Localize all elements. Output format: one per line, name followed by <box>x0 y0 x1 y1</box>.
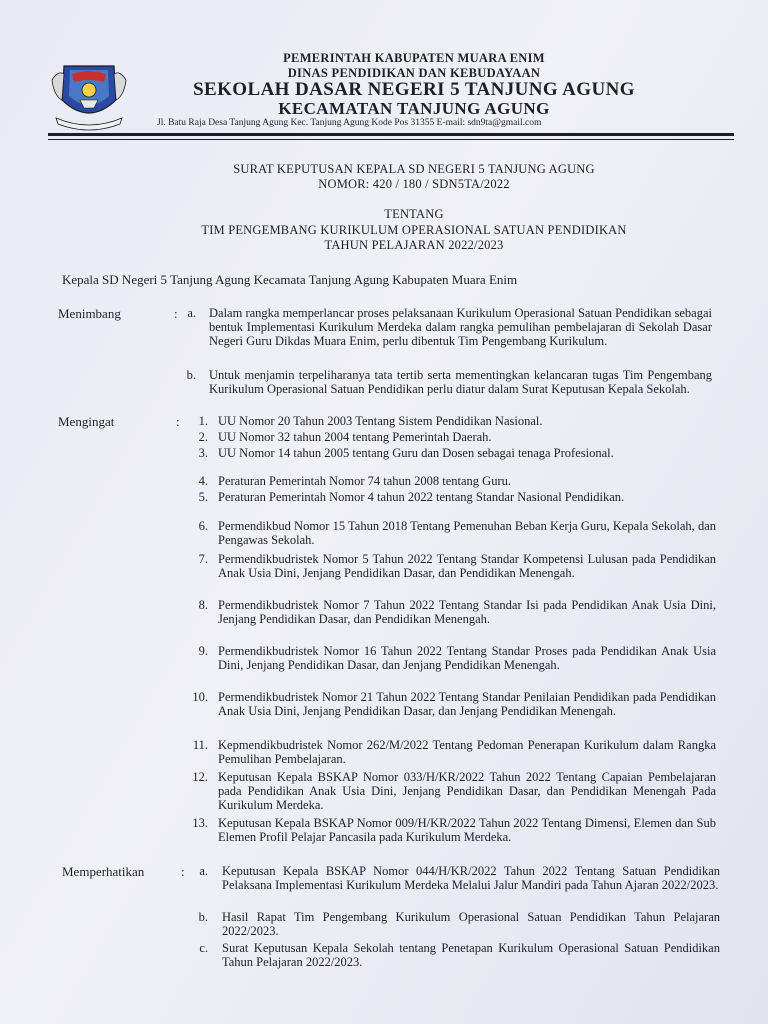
mengingat-item-text: Permendikbud Nomor 15 Tahun 2018 Tentang Pemenuhan Beban Kerja Guru, Kepala Sekolah, dan Pengawas Sekolah. <box>218 519 716 547</box>
menimbang-item-text: Dalam rangka memperlancar proses pelaksanaan Kurikulum Operasional Satuan Pendidikan sebagai bentuk Implementasi Kurikulum Merdeka dalam rangka pemulihan pembelajaran di Sekolah Dasar Negeri Guru Dikdas Muara Enim, perlu dibentuk Tim Pengembang Kurikulum. <box>209 306 712 348</box>
decree-subject-line1: TIM PENGEMBANG KURIKULUM OPERASIONAL SATUAN PENDIDIKAN <box>201 223 627 237</box>
mengingat-item-marker: 3. <box>198 446 208 460</box>
letterhead-rule-thick <box>48 133 734 136</box>
mengingat-item-text: Permendikbudristek Nomor 5 Tahun 2022 Tentang Standar Kompetensi Lulusan pada Pendidikan Anak Usia Dini, Jenjang Pendidikan Dasar, dan Pendidikan Menengah. <box>218 552 716 580</box>
menimbang-item-text: Untuk menjamin terpeliharanya tata tertib serta mementingkan kelancaran tugas Tim Pengembang Kurikulum Operasional Satuan Pendidikan perlu diatur dalam Surat Keputusan Kepala Sekolah. <box>209 368 712 396</box>
mengingat-item-text: Peraturan Pemerintah Nomor 74 tahun 2008 tentang Guru. <box>218 474 511 488</box>
menimbang-label: Menimbang <box>58 306 121 321</box>
mengingat-item-text: Kepmendikbudristek Nomor 262/M/2022 Tentang Pedoman Penerapan Kurikulum dalam Rangka Pemulihan Pembelajaran. <box>218 738 716 766</box>
memperhatikan-colon: : <box>181 864 185 879</box>
mengingat-item-marker: 2. <box>198 430 208 444</box>
letterhead-address: Jl. Batu Raja Desa Tanjung Agung Kec. Tanjung Agung Kode Pos 31355 E-mail: sdn9ta@gmail.com <box>157 118 542 128</box>
memperhatikan-item-text: Hasil Rapat Tim Pengembang Kurikulum Operasional Satuan Pendidikan Tahun Pelajaran 2022/2023. <box>222 910 720 938</box>
tentang-heading: TENTANG <box>384 207 444 221</box>
memperhatikan-item-marker: b. <box>198 910 208 924</box>
intro-statement: Kepala SD Negeri 5 Tanjung Agung Kecamata Tanjung Agung Kabupaten Muara Enim <box>62 272 518 287</box>
decree-title: SURAT KEPUTUSAN KEPALA SD NEGERI 5 TANJUNG AGUNG <box>233 162 595 176</box>
letterhead-department: DINAS PENDIDIKAN DAN KEBUDAYAAN <box>287 66 541 80</box>
letterhead-government: PEMERINTAH KABUPATEN MUARA ENIM <box>283 51 545 65</box>
mengingat-item-marker: 13. <box>192 816 208 830</box>
memperhatikan-item-marker: c. <box>199 941 208 955</box>
mengingat-item-marker: 7. <box>198 552 208 566</box>
mengingat-item-marker: 6. <box>198 519 208 533</box>
letterhead-district: KECAMATAN TANJUNG AGUNG <box>278 99 550 118</box>
decree-subject-line2: TAHUN PELAJARAN 2022/2023 <box>324 238 504 252</box>
mengingat-item-text: Permendikbudristek Nomor 7 Tahun 2022 Tentang Standar Isi pada Pendidikan Anak Usia Dini, Jenjang Pendidikan Dasar, dan Pendidikan Menengah. <box>218 598 716 626</box>
memperhatikan-item-marker: a. <box>199 864 208 878</box>
mengingat-item-marker: 8. <box>198 598 208 612</box>
mengingat-item-marker: 1. <box>198 414 208 428</box>
mengingat-item-text: UU Nomor 20 Tahun 2003 Tentang Sistem Pendidikan Nasional. <box>218 414 543 428</box>
mengingat-item-text: Permendikbudristek Nomor 21 Tahun 2022 Tentang Standar Penilaian Pendidikan pada Pendidikan Anak Usia Dini, Jenjang Pendidikan Dasar, dan Jenjang Pendidikan Menengah. <box>218 690 716 718</box>
menimbang-item-marker: b. <box>186 368 196 382</box>
mengingat-colon: : <box>176 414 180 429</box>
mengingat-item-text: UU Nomor 32 tahun 2004 tentang Pemerintah Daerah. <box>218 430 492 444</box>
mengingat-item-marker: 11. <box>192 738 208 752</box>
memperhatikan-item-text: Keputusan Kepala BSKAP Nomor 044/H/KR/2022 Tahun 2022 Tentang Satuan Pendidikan Pelaksana Implementasi Kurikulum Merdeka Melalui Jalur Mandiri pada Tahun Ajaran 2022/2023. <box>222 864 720 892</box>
memperhatikan-item-text: Surat Keputusan Kepala Sekolah tentang Penetapan Kurikulum Operasional Satuan Pendidikan Tahun Pelajaran 2022/2023. <box>222 941 720 969</box>
mengingat-item-marker: 9. <box>198 644 208 658</box>
mengingat-item-text: Peraturan Pemerintah Nomor 4 tahun 2022 tentang Standar Nasional Pendidikan. <box>218 490 625 504</box>
mengingat-item-text: Keputusan Kepala BSKAP Nomor 033/H/KR/2022 Tahun 2022 Tentang Capaian Pembelajaran pada Pendidikan Anak Usia Dini, Jenjang Pendidikan Dasar, dan Pendidikan Menengah Pada Kurikulum Merdeka. <box>218 770 716 812</box>
memperhatikan-label: Memperhatikan <box>62 864 145 879</box>
mengingat-item-text: Permendikbudristek Nomor 16 Tahun 2022 Tentang Standar Proses pada Pendidikan Anak Usia Dini, Jenjang Pendidikan Dasar, dan Jenjang Pendidikan Menengah. <box>218 644 716 672</box>
mengingat-label: Mengingat <box>58 414 115 429</box>
mengingat-item-marker: 5. <box>198 490 208 504</box>
mengingat-item-marker: 4. <box>198 474 208 488</box>
menimbang-colon: : <box>174 306 178 321</box>
letterhead-rule-thin <box>48 139 734 140</box>
menimbang-item-marker: a. <box>187 306 196 320</box>
mengingat-item-marker: 10. <box>192 690 208 704</box>
decree-number: NOMOR: 420 / 180 / SDN5TA/2022 <box>318 177 510 191</box>
mengingat-item-text: Keputusan Kepala BSKAP Nomor 009/H/KR/2022 Tahun 2022 Tentang Dimensi, Elemen dan Sub Elemen Profil Pelajar Pancasila pada Kurikulum Merdeka. <box>218 816 716 844</box>
mengingat-item-marker: 12. <box>192 770 208 784</box>
mengingat-item-text: UU Nomor 14 tahun 2005 tentang Guru dan Dosen sebagai tenaga Profesional. <box>218 446 614 460</box>
letterhead-school-name: SEKOLAH DASAR NEGERI 5 TANJUNG AGUNG <box>193 79 635 100</box>
